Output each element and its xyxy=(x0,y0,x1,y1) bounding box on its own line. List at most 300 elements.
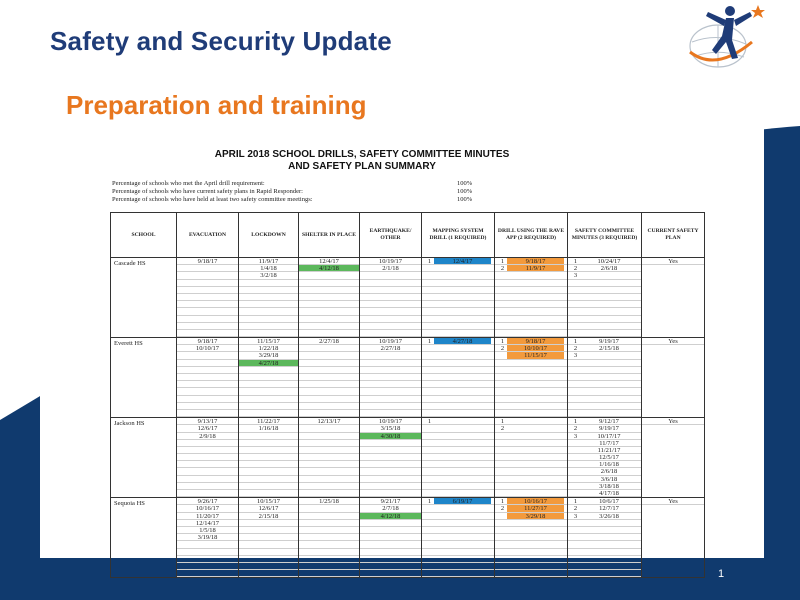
blank-line xyxy=(495,520,567,527)
blank-line xyxy=(422,265,494,272)
evacuation-date: 9/18/17 xyxy=(177,258,238,265)
blank-line xyxy=(239,410,298,417)
blank-line xyxy=(495,468,567,475)
lockdown-date: 11/9/17 xyxy=(239,258,298,265)
blank-line xyxy=(495,527,567,534)
entry-number: 1 xyxy=(500,418,505,426)
blank-line xyxy=(360,308,421,315)
blank-line xyxy=(495,490,567,497)
blank-line xyxy=(299,367,359,374)
blank-line xyxy=(495,323,567,330)
blank-line xyxy=(239,280,298,287)
blank-line xyxy=(495,483,567,490)
blank-line xyxy=(239,454,298,461)
rave-date: 10/10/17 xyxy=(507,345,564,351)
rave-cell xyxy=(495,338,568,418)
blank-line xyxy=(495,556,567,563)
committee-cell xyxy=(568,258,642,338)
summary-line xyxy=(112,188,473,195)
blank-line xyxy=(299,381,359,388)
rave-entry xyxy=(495,258,567,265)
blank-line xyxy=(239,520,298,527)
committee-entry xyxy=(568,498,641,505)
blank-line xyxy=(299,323,359,330)
blank-line xyxy=(239,541,298,548)
blank-line xyxy=(360,280,421,287)
blank-line xyxy=(360,556,421,563)
blank-line xyxy=(360,287,421,294)
table-row xyxy=(111,338,705,418)
blank-line xyxy=(299,294,359,301)
blank-line xyxy=(239,447,298,454)
blank-line xyxy=(422,287,494,294)
table-row xyxy=(111,498,705,578)
lockdown-date: 1/16/18 xyxy=(239,425,298,432)
blank-line xyxy=(239,367,298,374)
blank-line xyxy=(239,403,298,410)
runner-globe-star-logo xyxy=(686,2,768,70)
blank-line xyxy=(360,454,421,461)
entry-number xyxy=(571,476,580,482)
committee-entry xyxy=(568,440,641,447)
blank-line xyxy=(495,396,567,403)
blank-line xyxy=(299,541,359,548)
blank-line xyxy=(299,549,359,556)
committee-entry xyxy=(568,338,641,345)
rave-entry xyxy=(495,498,567,505)
blank-line xyxy=(299,396,359,403)
evacuation-cell xyxy=(177,498,239,578)
entry-number: 3 xyxy=(573,352,578,360)
blank-line xyxy=(239,490,298,497)
committee-date: 10/24/17 xyxy=(597,258,621,265)
blank-line xyxy=(177,388,238,395)
blank-line xyxy=(422,308,494,315)
blank-line xyxy=(495,301,567,308)
blank-line xyxy=(177,308,238,315)
entry-number xyxy=(571,461,580,467)
blank-line xyxy=(360,396,421,403)
blank-line xyxy=(568,280,641,287)
entry-number: 1 xyxy=(573,338,578,346)
blank-line xyxy=(239,388,298,395)
entry-number: 3 xyxy=(573,272,578,280)
plan-cell xyxy=(642,498,705,578)
blank-line xyxy=(360,520,421,527)
earthquake-date: 2/1/18 xyxy=(360,265,421,272)
blank-line xyxy=(177,403,238,410)
evacuation-date: 9/18/17 xyxy=(177,338,238,345)
blank-line xyxy=(360,570,421,577)
document-title-line2: AND SAFETY PLAN SUMMARY xyxy=(288,161,436,172)
committee-date: 10/17/17 xyxy=(597,432,621,440)
blank-line xyxy=(299,468,359,475)
blank-line xyxy=(422,563,494,570)
committee-date: 11/21/17 xyxy=(597,446,621,454)
table-row xyxy=(111,258,705,338)
blank-line xyxy=(239,534,298,541)
blank-line xyxy=(299,534,359,541)
drills-table xyxy=(110,212,705,578)
blank-line xyxy=(495,403,567,410)
evacuation-date: 9/26/17 xyxy=(177,498,238,505)
committee-date xyxy=(580,272,638,278)
blank-line xyxy=(568,556,641,563)
entry-number xyxy=(571,447,580,453)
blank-line xyxy=(495,433,567,440)
rave-date: 9/18/17 xyxy=(507,258,564,264)
lockdown-date: 11/22/17 xyxy=(239,418,298,425)
blank-line xyxy=(239,549,298,556)
blank-line xyxy=(495,287,567,294)
blank-line xyxy=(495,280,567,287)
blank-line xyxy=(239,476,298,483)
blank-line xyxy=(495,381,567,388)
table-header-row xyxy=(111,213,705,258)
blank-line xyxy=(422,410,494,417)
blank-line xyxy=(360,447,421,454)
committee-entry xyxy=(568,505,641,512)
mapping-entry xyxy=(422,498,494,505)
rave-entry xyxy=(495,425,567,432)
blank-line xyxy=(177,287,238,294)
blank-line xyxy=(360,360,421,367)
blank-line xyxy=(360,294,421,301)
blank-line xyxy=(360,410,421,417)
shelter-cell xyxy=(299,498,360,578)
blank-line xyxy=(299,527,359,534)
mapping-entry xyxy=(422,258,494,265)
blank-line xyxy=(360,476,421,483)
blank-line xyxy=(422,549,494,556)
blank-line xyxy=(177,490,238,497)
lockdown-date: 3/2/18 xyxy=(239,272,298,279)
blank-line xyxy=(495,272,567,279)
blank-line xyxy=(568,396,641,403)
blank-line xyxy=(177,294,238,301)
blank-line xyxy=(495,308,567,315)
committee-date: 2/6/18 xyxy=(600,468,618,476)
blank-line xyxy=(177,461,238,468)
committee-date: 12/7/17 xyxy=(599,505,619,513)
blank-line xyxy=(495,367,567,374)
blank-line xyxy=(177,556,238,563)
plan-cell xyxy=(642,338,705,418)
committee-entry xyxy=(568,476,641,483)
evacuation-date: 1/5/18 xyxy=(177,527,238,534)
blank-line xyxy=(422,367,494,374)
school-name: Sequoia HS xyxy=(114,500,145,508)
plan-cell xyxy=(642,418,705,498)
blank-line xyxy=(422,403,494,410)
rave-entry xyxy=(495,265,567,272)
lockdown-date: 3/29/18 xyxy=(239,352,298,359)
blank-line xyxy=(239,468,298,475)
table-row xyxy=(111,418,705,498)
blank-line xyxy=(239,556,298,563)
plan-cell xyxy=(642,258,705,338)
blank-line xyxy=(495,534,567,541)
blank-line xyxy=(495,316,567,323)
header-shelter: SHELTER IN PLACE xyxy=(299,213,360,258)
header-plan: CURRENT SAFETY PLAN xyxy=(642,213,705,258)
blank-line xyxy=(495,410,567,417)
blank-line xyxy=(495,447,567,454)
summary-label: Percentage of schools who met the April drill requirement: xyxy=(112,180,265,187)
entry-number: 3 xyxy=(573,432,578,440)
blank-line xyxy=(422,425,494,432)
evacuation-date: 9/13/17 xyxy=(177,418,238,425)
committee-date: 3/18/18 xyxy=(599,482,619,490)
blank-line xyxy=(422,440,494,447)
blank-line xyxy=(239,563,298,570)
earthquake-date: 10/19/17 xyxy=(360,418,421,425)
entry-number xyxy=(571,468,580,474)
rave-entry xyxy=(495,338,567,345)
blank-line xyxy=(568,534,641,541)
lockdown-date: 1/22/18 xyxy=(239,345,298,352)
blank-line xyxy=(422,316,494,323)
school-cell xyxy=(111,418,177,498)
mapping-cell xyxy=(422,258,495,338)
blank-line xyxy=(422,301,494,308)
blank-line xyxy=(360,381,421,388)
blank-line xyxy=(177,316,238,323)
blank-line xyxy=(177,476,238,483)
school-cell xyxy=(111,338,177,418)
header-lockdown: LOCKDOWN xyxy=(239,213,299,258)
blank-line xyxy=(177,410,238,417)
blank-line xyxy=(177,272,238,279)
committee-cell xyxy=(568,338,642,418)
lockdown-date: 12/6/17 xyxy=(239,505,298,512)
blank-line xyxy=(495,570,567,577)
blank-line xyxy=(568,410,641,417)
blank-line xyxy=(360,301,421,308)
blank-line xyxy=(177,483,238,490)
evacuation-date: 12/6/17 xyxy=(177,425,238,432)
summary-value: 100% xyxy=(457,188,473,195)
shelter-cell xyxy=(299,418,360,498)
earthquake-date: 9/21/17 xyxy=(360,498,421,505)
blank-line xyxy=(299,476,359,483)
evacuation-date: 3/19/18 xyxy=(177,534,238,541)
school-cell xyxy=(111,498,177,578)
shelter-date: 1/25/18 xyxy=(299,498,359,505)
mapping-cell xyxy=(422,418,495,498)
blank-line xyxy=(568,294,641,301)
blank-line xyxy=(299,490,359,497)
earthquake-date: 4/12/18 xyxy=(360,513,421,520)
committee-cell xyxy=(568,498,642,578)
header-rave: DRILL USING THE RAVE APP (2 REQUIRED) xyxy=(495,213,568,258)
blank-line xyxy=(568,308,641,315)
blank-line xyxy=(299,316,359,323)
blank-line xyxy=(568,360,641,367)
shelter-date: 12/4/17 xyxy=(299,258,359,265)
header-school: SCHOOL xyxy=(111,213,177,258)
committee-entry xyxy=(568,468,641,475)
blank-line xyxy=(495,294,567,301)
earthquake-date: 10/19/17 xyxy=(360,338,421,345)
blank-line xyxy=(495,388,567,395)
entry-number xyxy=(571,454,580,460)
entry-number: 1 xyxy=(500,258,505,265)
shelter-date: 12/13/17 xyxy=(299,418,359,425)
mapping-cell xyxy=(422,498,495,578)
shelter-cell xyxy=(299,258,360,338)
blank-line xyxy=(568,381,641,388)
committee-entry xyxy=(568,454,641,461)
blank-line xyxy=(177,570,238,577)
rave-entry xyxy=(495,513,567,520)
blank-line xyxy=(299,352,359,359)
blank-line xyxy=(495,360,567,367)
blank-line xyxy=(422,447,494,454)
rave-cell xyxy=(495,418,568,498)
blank-line xyxy=(495,374,567,381)
evacuation-date: 2/9/18 xyxy=(177,433,238,440)
blank-line xyxy=(568,323,641,330)
blank-line xyxy=(239,316,298,323)
blank-line xyxy=(568,287,641,294)
summary-line xyxy=(112,180,473,187)
committee-date: 3/26/18 xyxy=(599,512,619,520)
blank-line xyxy=(360,534,421,541)
blank-line xyxy=(568,403,641,410)
blank-line xyxy=(360,440,421,447)
blank-line xyxy=(568,367,641,374)
blank-line xyxy=(177,563,238,570)
entry-number xyxy=(571,490,580,496)
blank-line xyxy=(360,323,421,330)
lockdown-cell xyxy=(239,418,299,498)
blank-line xyxy=(495,461,567,468)
blank-line xyxy=(422,388,494,395)
blank-line xyxy=(177,360,238,367)
blank-line xyxy=(422,280,494,287)
evacuation-date: 10/10/17 xyxy=(177,345,238,352)
blank-line xyxy=(360,352,421,359)
blank-line xyxy=(177,396,238,403)
blank-line xyxy=(495,440,567,447)
blank-line xyxy=(568,301,641,308)
entry-number: 3 xyxy=(573,512,578,520)
blank-line xyxy=(299,483,359,490)
committee-entry xyxy=(568,483,641,490)
plan-value: Yes xyxy=(642,498,704,505)
blank-line xyxy=(177,280,238,287)
header-earthquake: EARTHQUAKE/ OTHER xyxy=(360,213,422,258)
committee-entry xyxy=(568,352,641,359)
entry-number: 1 xyxy=(573,258,578,265)
earthquake-cell xyxy=(360,418,422,498)
lockdown-cell xyxy=(239,498,299,578)
plan-value: Yes xyxy=(642,258,704,265)
blank-line xyxy=(422,345,494,352)
committee-entry xyxy=(568,447,641,454)
blank-line xyxy=(360,483,421,490)
blank-line xyxy=(177,352,238,359)
blank-line xyxy=(299,563,359,570)
blank-line xyxy=(422,461,494,468)
blank-line xyxy=(422,490,494,497)
blank-line xyxy=(422,433,494,440)
blank-line xyxy=(239,433,298,440)
committee-date xyxy=(580,352,638,358)
blank-line xyxy=(495,330,567,337)
committee-entry xyxy=(568,418,641,425)
blank-line xyxy=(177,367,238,374)
blank-line xyxy=(299,360,359,367)
blank-line xyxy=(360,549,421,556)
blank-line xyxy=(177,468,238,475)
blank-line xyxy=(299,433,359,440)
mapping-date: 6/19/17 xyxy=(434,498,491,504)
school-name: Jackson HS xyxy=(114,420,145,428)
blank-line xyxy=(299,272,359,279)
summary-label: Percentage of schools who have held at least two safety committee meetings: xyxy=(112,196,313,203)
blank-line xyxy=(422,520,494,527)
entry-number xyxy=(498,352,507,358)
blank-line xyxy=(239,287,298,294)
header-mapping: MAPPING SYSTEM DRILL (1 REQUIRED) xyxy=(422,213,495,258)
blank-line xyxy=(239,330,298,337)
blank-line xyxy=(299,280,359,287)
committee-date: 1/16/18 xyxy=(599,461,619,469)
blank-line xyxy=(239,461,298,468)
shelter-date: 4/12/18 xyxy=(299,265,359,272)
blank-line xyxy=(360,316,421,323)
blank-line xyxy=(299,330,359,337)
earthquake-cell xyxy=(360,338,422,418)
blank-line xyxy=(177,549,238,556)
entry-number: 1 xyxy=(500,338,505,346)
shelter-cell xyxy=(299,338,360,418)
blank-line xyxy=(360,541,421,548)
blank-line xyxy=(299,425,359,432)
mapping-entry xyxy=(422,338,494,345)
lockdown-date: 1/4/18 xyxy=(239,265,298,272)
blank-line xyxy=(422,381,494,388)
committee-date: 10/6/17 xyxy=(599,498,619,506)
entry-number: 2 xyxy=(500,425,505,433)
blank-line xyxy=(568,316,641,323)
evacuation-cell xyxy=(177,258,239,338)
committee-date: 3/6/18 xyxy=(600,475,618,483)
blank-line xyxy=(299,388,359,395)
blank-line xyxy=(239,301,298,308)
evacuation-date: 10/16/17 xyxy=(177,505,238,512)
blank-line xyxy=(177,447,238,454)
entry-number xyxy=(571,440,580,446)
shelter-date: 2/27/18 xyxy=(299,338,359,345)
entry-number: 1 xyxy=(573,418,578,426)
blank-line xyxy=(177,381,238,388)
blank-line xyxy=(568,549,641,556)
header-committee: SAFETY COMMITTEE MINUTES (3 REQUIRED) xyxy=(568,213,642,258)
blank-line xyxy=(299,301,359,308)
rave-entry xyxy=(495,352,567,359)
blank-line xyxy=(568,570,641,577)
rave-cell xyxy=(495,258,568,338)
blank-line xyxy=(360,468,421,475)
committee-date: 2/15/18 xyxy=(599,345,619,353)
blank-line xyxy=(360,272,421,279)
entry-number xyxy=(571,483,580,489)
committee-entry xyxy=(568,272,641,279)
blank-line xyxy=(299,520,359,527)
